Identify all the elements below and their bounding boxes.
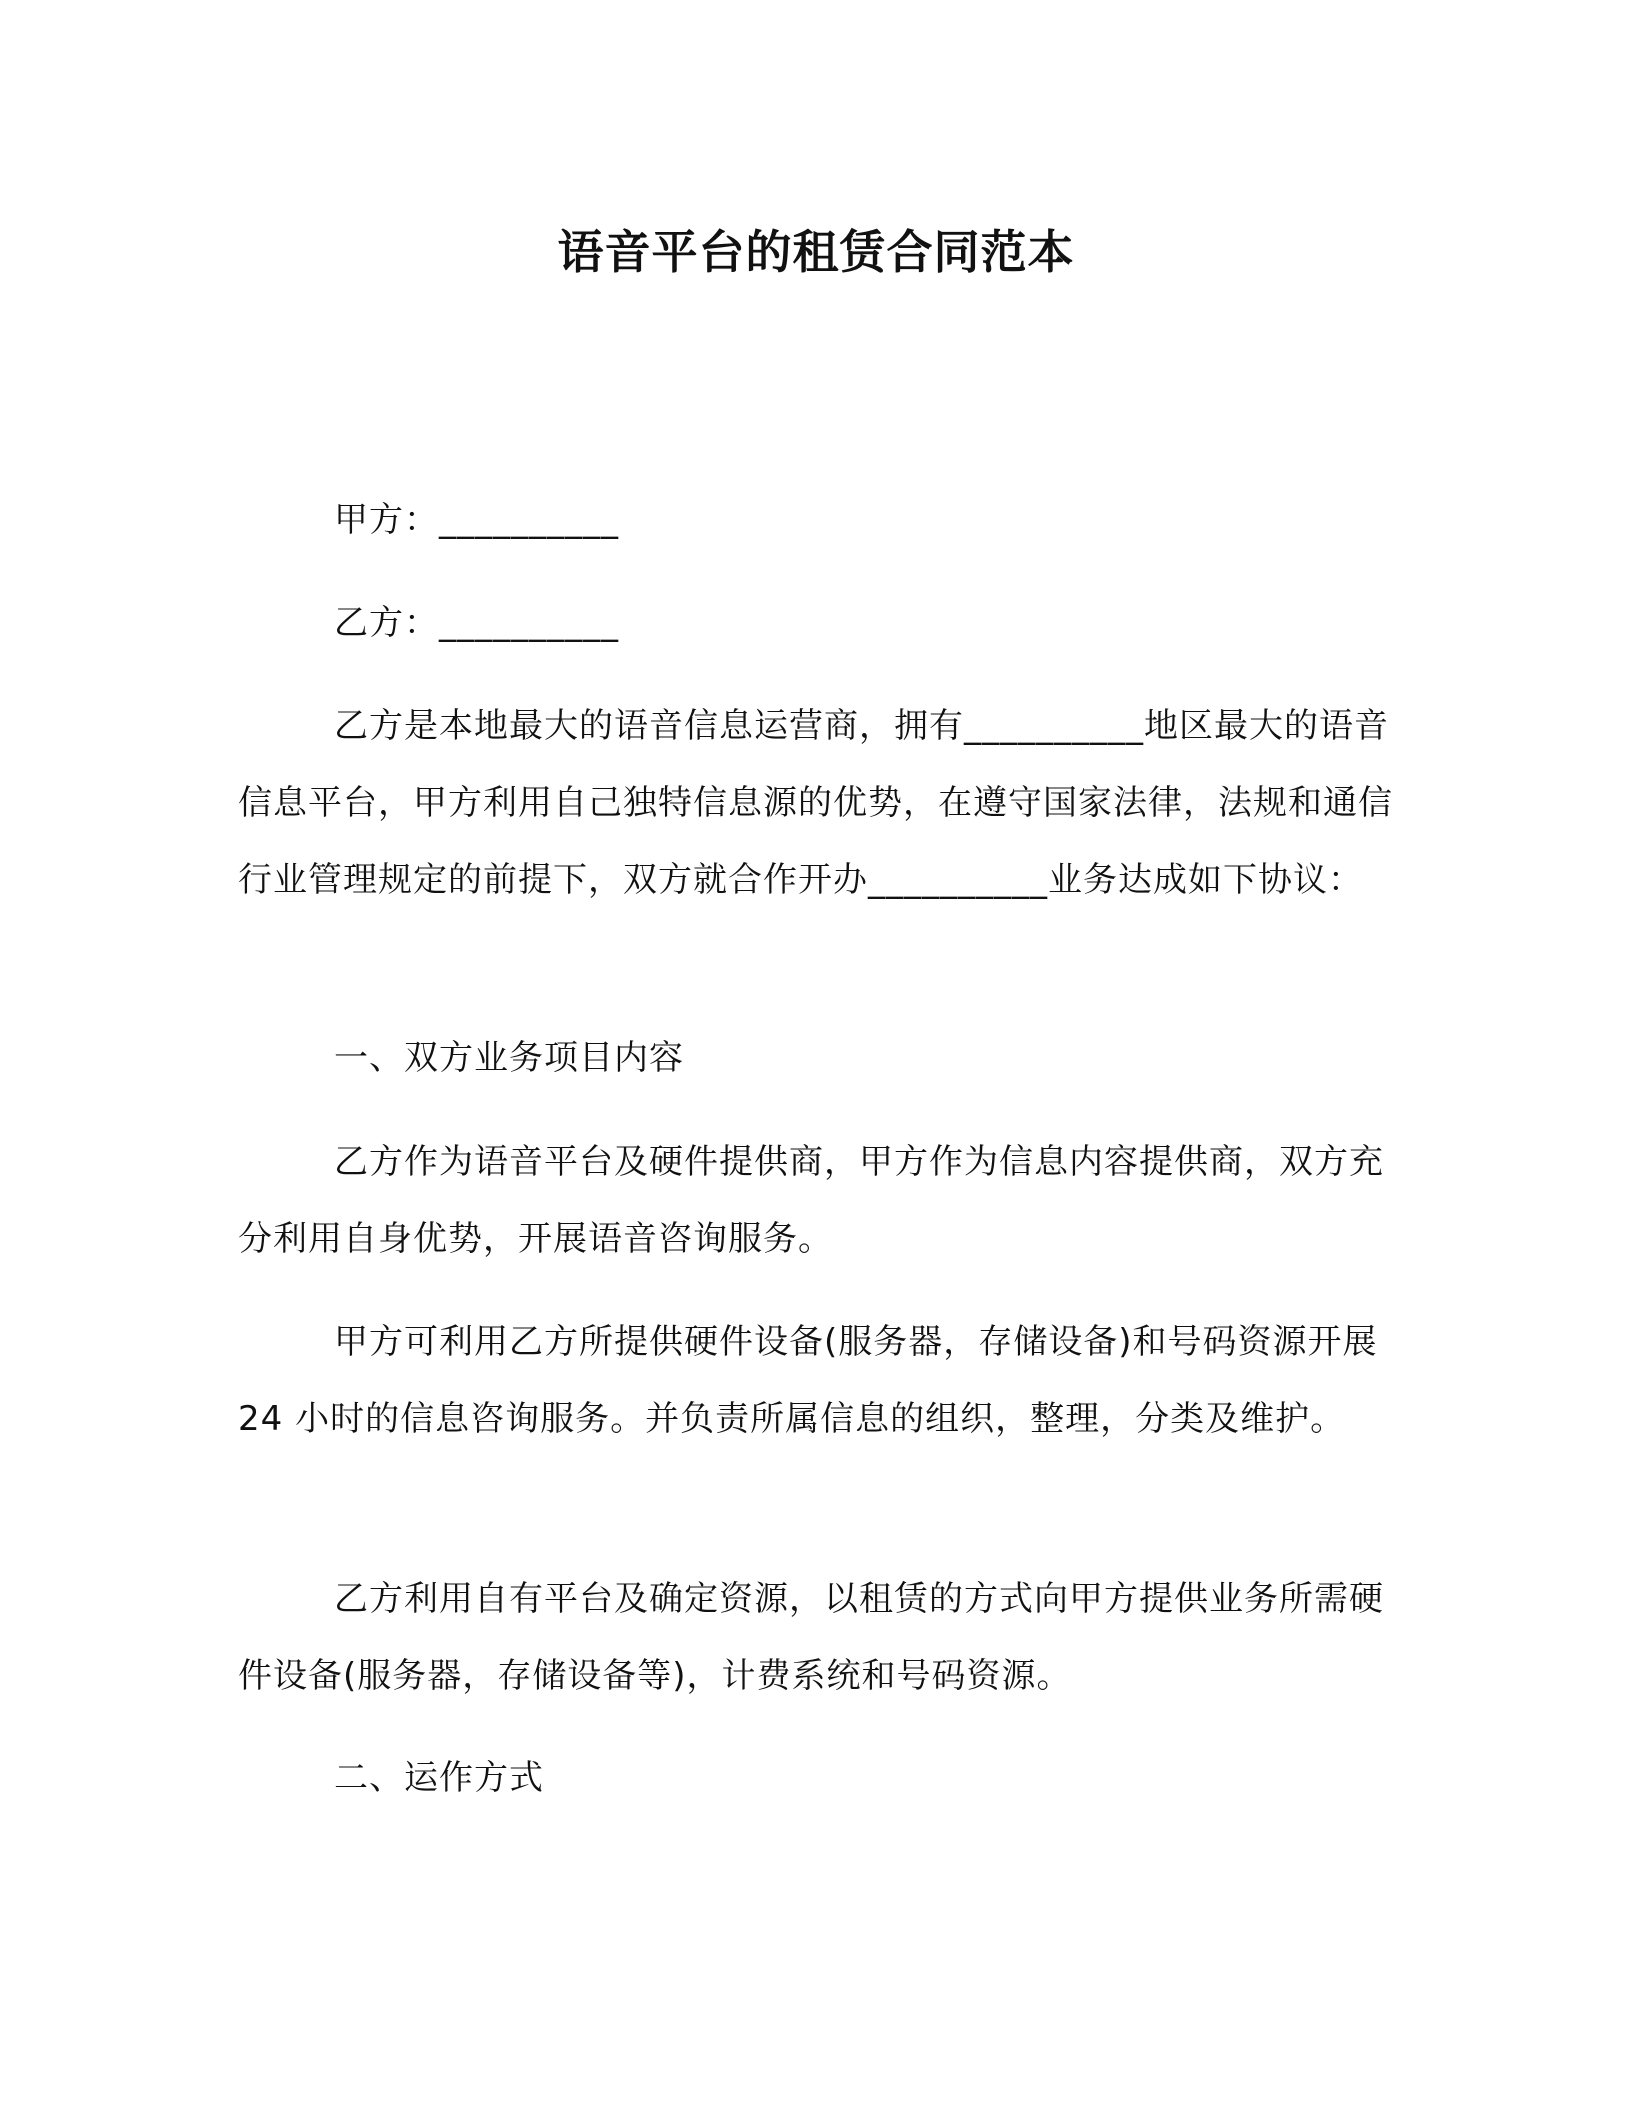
section-2-heading: 二、运作方式 [334,1758,544,1798]
party-a-line: 甲方：__________ [334,500,619,540]
party-b-line: 乙方：__________ [334,603,619,643]
section-1-heading: 一、双方业务项目内容 [334,1038,684,1078]
intro-paragraph: 乙方是本地最大的语音信息运营商，拥有__________地区最大的语音信息平台，甲方利用自己独特信息源的优势，在遵守国家法律，法规和通信行业管理规定的前提下，双方就合作开办__________业务达成如下协议： [238,706,1393,900]
section-1-paragraph-1: 乙方作为语音平台及硬件提供商，甲方作为信息内容提供商，双方充分利用自身优势，开展语音咨询服务。 [238,1142,1384,1259]
section-1-paragraph-2: 甲方可利用乙方所提供硬件设备(服务器，存储设备)和号码资源开展 24 小时的信息咨询服务。并负责所属信息的组织，整理，分类及维护。 [238,1322,1378,1439]
document-title: 语音平台的租赁合同范本 [557,225,1075,279]
section-1-paragraph-3: 乙方利用自有平台及确定资源，以租赁的方式向甲方提供业务所需硬件设备(服务器，存储设备等)，计费系统和号码资源。 [238,1579,1384,1696]
